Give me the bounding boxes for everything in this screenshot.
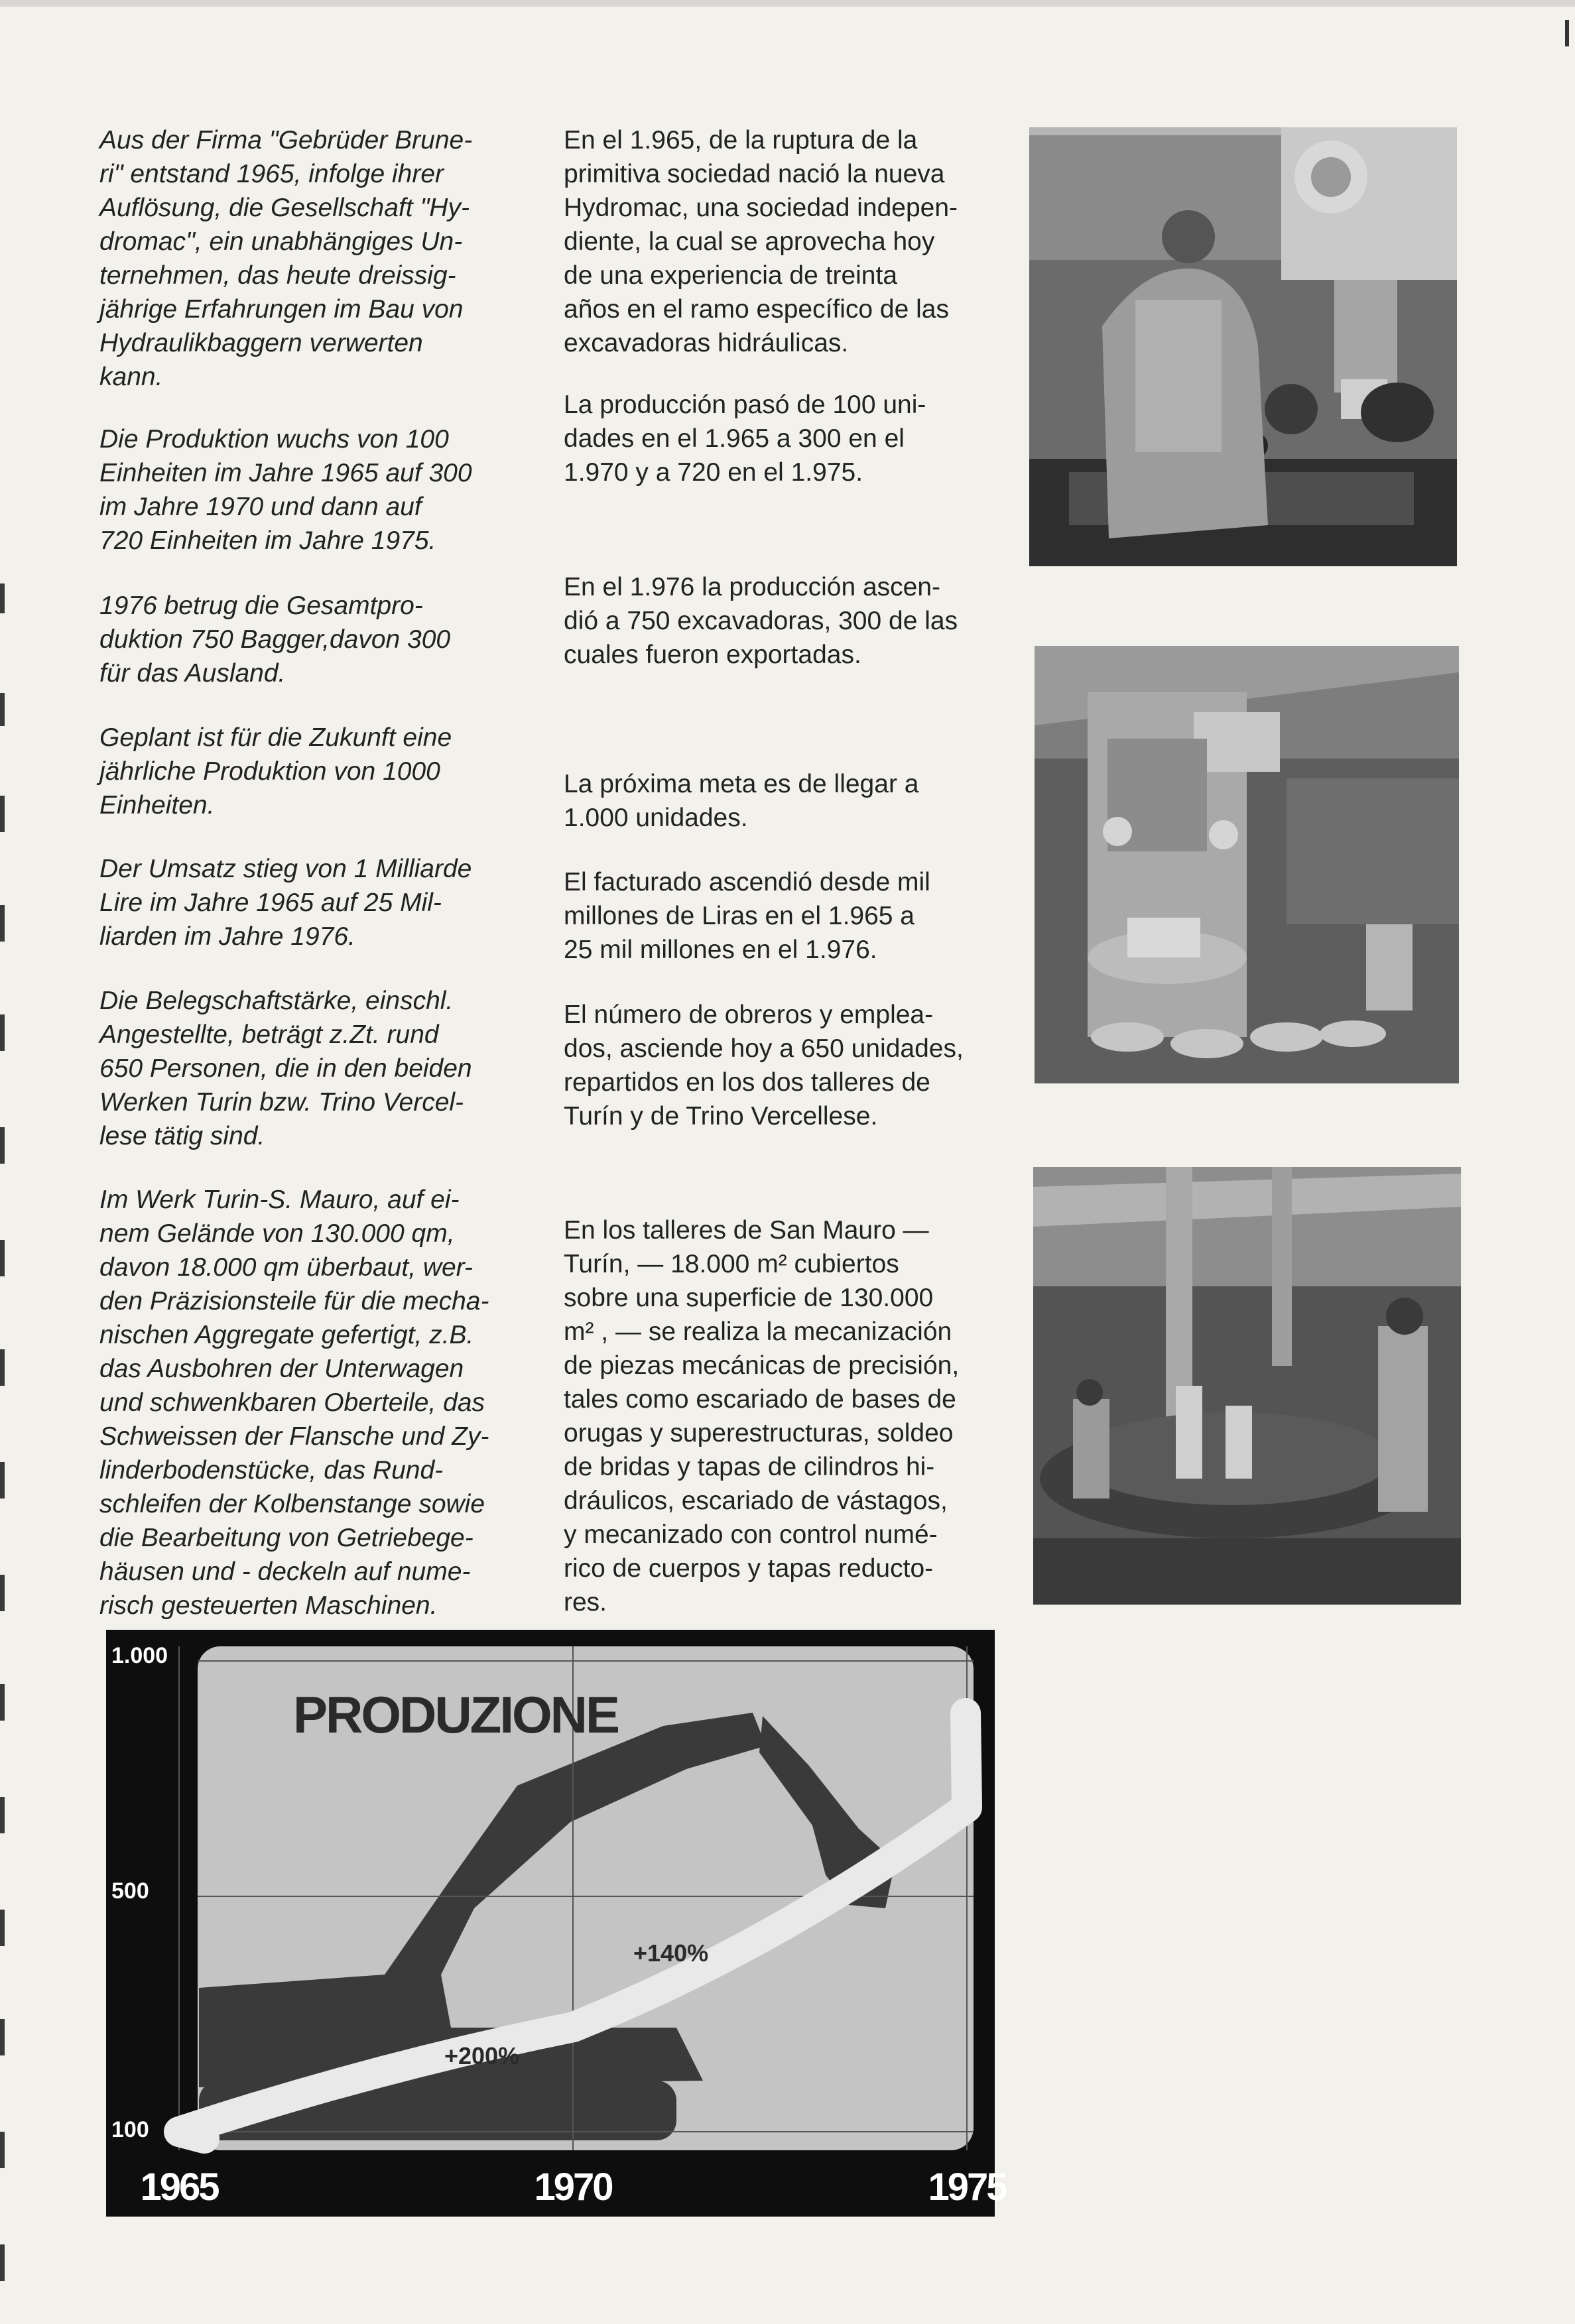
chart-y-tick-label: 500 xyxy=(111,1878,149,1904)
production-point-1965 xyxy=(176,2128,182,2135)
german-paragraph-staff: Die Belegschaftstärke, einschl. Angestellte, beträgt z.Zt. rund 650 Personen, die in den beiden Werken Turin bzw. Trino Vercel- lese tätig sind. xyxy=(99,987,472,1150)
photo-machining-hall xyxy=(1035,646,1459,1083)
spanish-paragraph-goal: La próxima meta es de llegar a 1.000 unidades. xyxy=(564,770,919,832)
spanish-column xyxy=(564,865,995,967)
spanish-paragraph-production: La producción pasó de 100 uni- dades en el 1.965 a 300 en el 1.970 y a 720 en el 1.975. xyxy=(564,391,926,487)
chart-y-tick-label: 1.000 xyxy=(111,1643,168,1668)
annotation-increase-1970-1975: +140% xyxy=(633,1939,709,1967)
spanish-paragraph-plant: En los talleres de San Mauro — Turín, — 18.000 m² cubiertos sobre una superficie de 130.000 m² , — se realiza la mecanización de piezas mecánicas de precisión, tales como escariado de bases de orugas y superestructuras, soldeo de bridas y tapas de cilindros hi- dráulicos, escariado de vástagos, y mecanizado con control numé- rico de cuerpos y tapas reducto- res. xyxy=(564,1216,960,1617)
spanish-paragraph-1976: En el 1.976 la producción ascen- dió a 750 excavadoras, 300 de las cuales fueron exportadas. xyxy=(564,573,958,669)
german-column xyxy=(99,852,531,953)
binding-mark xyxy=(0,1127,5,1164)
spanish-paragraph-turnover: El facturado ascendió desde mil millones de Liras en el 1.965 a 25 mil millones en el 1.976. xyxy=(564,868,930,964)
german-column xyxy=(99,1183,531,1622)
spanish-column xyxy=(564,388,995,489)
german-column xyxy=(99,589,531,690)
binding-mark xyxy=(0,1797,5,1833)
spanish-column xyxy=(564,998,995,1133)
binding-mark xyxy=(0,1462,5,1498)
production-chart-svg xyxy=(106,1630,1006,2217)
binding-mark xyxy=(0,1014,5,1051)
german-paragraph-plant: Im Werk Turin-S. Mauro, auf ei- nem Gelände von 130.000 qm, davon 18.000 qm überbaut, wer- den Präzisionsteile für die mecha- nischen Aggregate gefertigt, z.B. das Ausbohren der Unterwagen und schwenkbaren Oberteile, das Schweissen der Flansche und Zy- linderbodenstücke, das Rund- schleifen der Kolbenstange sowie die Bearbeitung von Getriebege- häusen und - deckeln auf nume- risch gesteuerten Maschinen. xyxy=(99,1186,489,1620)
german-column xyxy=(99,422,531,558)
production-chart xyxy=(106,1630,1006,2217)
german-column xyxy=(99,984,531,1153)
binding-mark xyxy=(0,1575,5,1611)
chart-x-tick-label: 1975 xyxy=(928,2166,1006,2209)
page-edge-mark xyxy=(1565,20,1569,46)
spanish-column xyxy=(564,123,995,360)
production-point-1970 xyxy=(570,2024,576,2030)
binding-mark xyxy=(0,2244,5,2281)
binding-mark xyxy=(0,583,5,613)
german-paragraph-production: Die Produktion wuchs von 100 Einheiten im Jahre 1965 auf 300 im Jahre 1970 und dann auf 720 Einheiten im Jahre 1975. xyxy=(99,425,472,555)
binding-mark xyxy=(0,2132,5,2168)
chart-x-tick-label: 1965 xyxy=(140,2166,218,2209)
binding-mark xyxy=(0,1684,5,1721)
german-column xyxy=(99,123,531,394)
binding-mark xyxy=(0,905,5,942)
german-paragraph-history: Aus der Firma "Gebrüder Brune- ri" entstand 1965, infolge ihrer Auflösung, die Gesellschaft "Hy- dromac", ein unabhängiges Un- ternehmen, das heute dreissig- jährige Erfahrungen im Bau von Hydraulikbaggern verwerten kann. xyxy=(99,126,473,391)
german-paragraph-turnover: Der Umsatz stieg von 1 Milliarde Lire im Jahre 1965 auf 25 Mil- liarden im Jahre 1976. xyxy=(99,855,472,951)
binding-mark xyxy=(0,1910,5,1946)
binding-mark xyxy=(0,1349,5,1386)
binding-mark xyxy=(0,796,5,832)
photo-assembly-floor xyxy=(1033,1167,1461,1605)
spanish-paragraph-staff: El número de obreros y emplea- dos, asciende hoy a 650 unidades, repartidos en los dos talleres de Turín y de Trino Vercellese. xyxy=(564,1001,964,1131)
german-paragraph-1976: 1976 betrug die Gesamtpro- duktion 750 Bagger,davon 300 für das Ausland. xyxy=(99,591,451,688)
annotation-increase-1965-1970: +200% xyxy=(444,2042,520,2069)
chart-y-tick-label: 100 xyxy=(111,2117,149,2142)
binding-mark xyxy=(0,693,5,726)
german-paragraph-goal: Geplant ist für die Zukunft eine jährliche Produktion von 1000 Einheiten. xyxy=(99,723,452,820)
photo-drilling-machine xyxy=(1029,127,1457,566)
spanish-paragraph-history: En el 1.965, de la ruptura de la primitiva sociedad nació la nueva Hydromac, una sociedad indepen- diente, la cual se aprovecha hoy de una experiencia de treinta años en el ramo específico de las excavadoras hidráulicas. xyxy=(564,126,958,357)
binding-mark xyxy=(0,1240,5,1276)
chart-x-tick-label: 1970 xyxy=(534,2166,612,2209)
german-column xyxy=(99,721,531,822)
production-point-1975 xyxy=(964,1804,970,1811)
binding-mark xyxy=(0,2019,5,2055)
spanish-column xyxy=(564,570,995,672)
spanish-column xyxy=(564,767,995,835)
page-top-border xyxy=(0,0,1575,7)
spanish-column xyxy=(564,1213,995,1619)
chart-title: PRODUZIONE xyxy=(293,1685,619,1744)
